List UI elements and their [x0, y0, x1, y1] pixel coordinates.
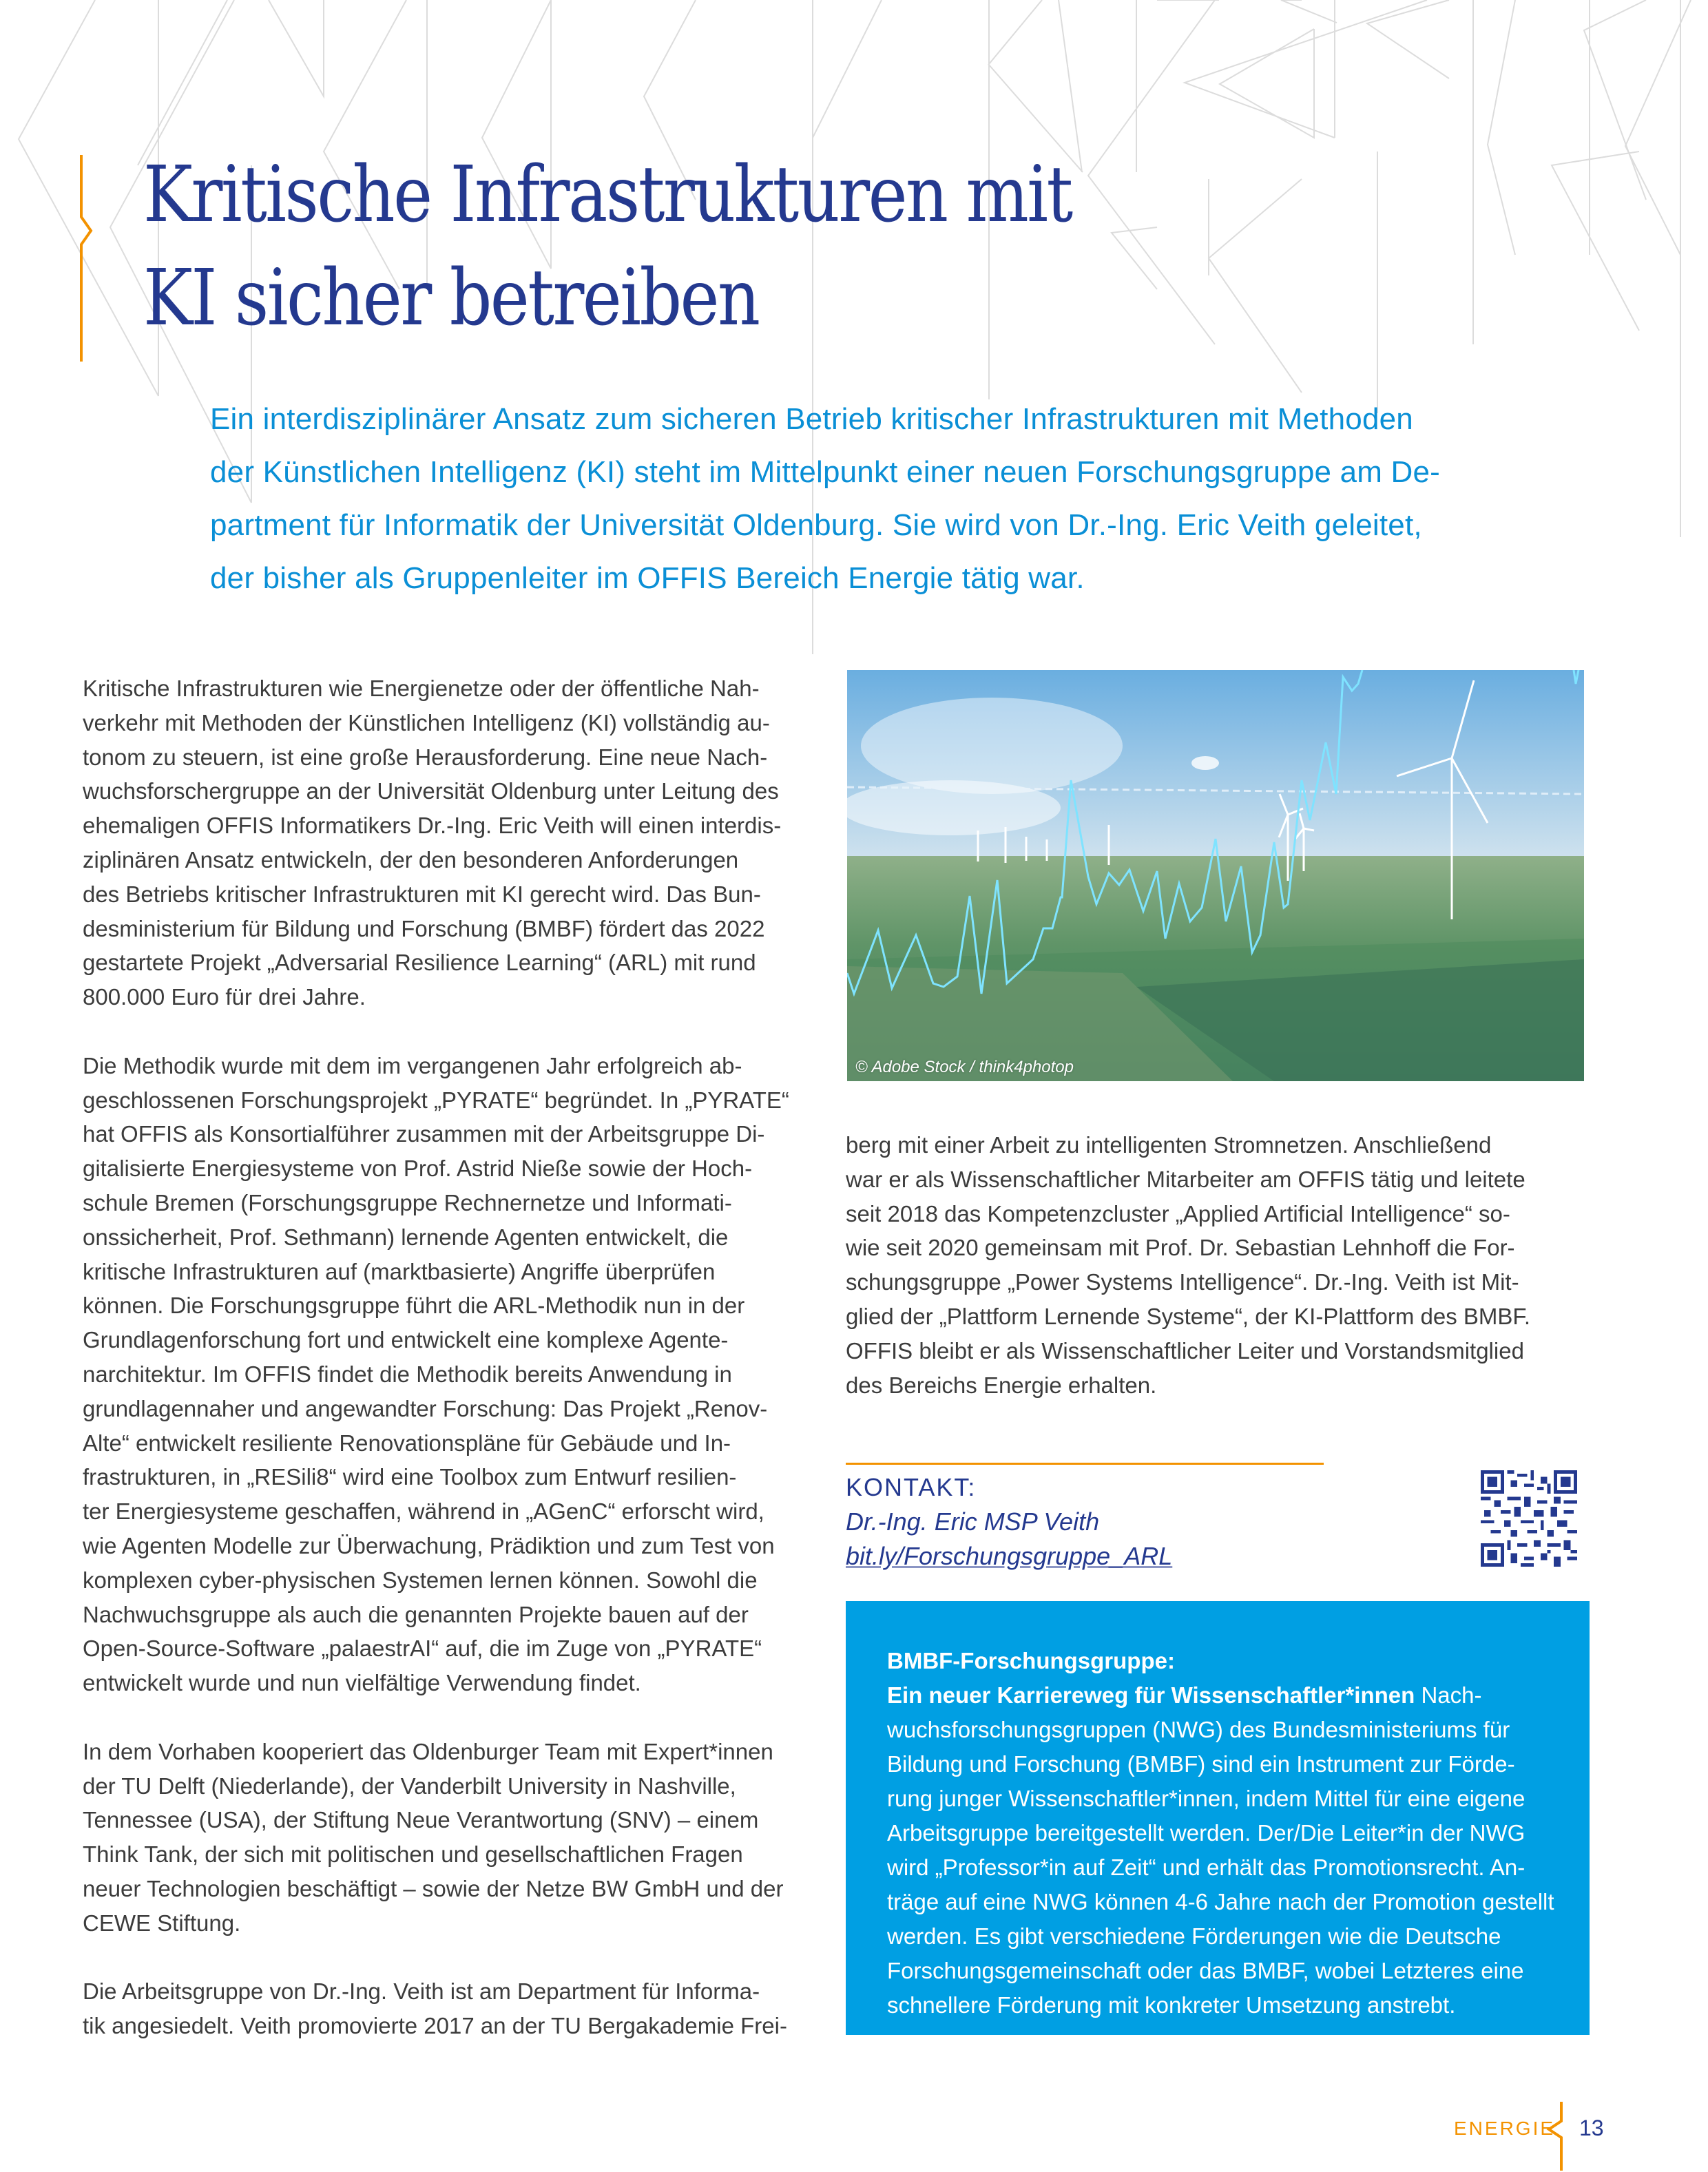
- body-paragraph-3: [83, 1735, 813, 1941]
- infobox-line: träge auf eine NWG können 4-6 Jahre nach der Promotion gestellt: [887, 1889, 1554, 1914]
- infobox-line: Forschungsgemeinschaft oder das BMBF, wobei Letzteres eine: [887, 1958, 1524, 1983]
- infobox-line: wuchsforschungsgruppen (NWG) des Bundesministeriums für: [887, 1717, 1510, 1742]
- body-line: berg mit einer Arbeit zu intelligenten Stromnetzen. Anschließend: [846, 1132, 1492, 1158]
- body-line: verkehr mit Methoden der Künstlichen Intelligenz (KI) vollständig au-: [83, 709, 770, 735]
- lead-line: partment für Informatik der Universität Oldenburg. Sie wird von Dr.-Ing. Eric Veith geleitet,: [210, 508, 1422, 542]
- infobox-line: rung junger Wissenschaftler*innen, indem Mittel für eine eigene: [887, 1786, 1525, 1811]
- body-line: der TU Delft (Niederlande), der Vanderbilt University in Nashville,: [83, 1773, 736, 1799]
- body-line: entwickelt wurde und nun vielfältige Verwendung findet.: [83, 1670, 641, 1696]
- footer-section-label: ENERGIE: [1454, 2118, 1556, 2139]
- infobox-subheading: Ein neuer Karriereweg für Wissenschaftler*innen: [887, 1682, 1415, 1708]
- body-line: Alte“ entwickelt resiliente Renovationspläne für Gebäude und In-: [83, 1430, 731, 1456]
- article-photo: [847, 670, 1584, 1081]
- body-line: schungsgruppe „Power Systems Intelligence“. Dr.-Ing. Veith ist Mit-: [846, 1269, 1519, 1295]
- footer-bracket-accent: [1546, 2102, 1567, 2171]
- body-line: narchitektur. Im OFFIS findet die Methodik bereits Anwendung in: [83, 1361, 732, 1387]
- body-paragraph-continued: [846, 1128, 1590, 1402]
- title-line-1: Kritische Infrastrukturen mit: [143, 150, 1072, 240]
- contact-link[interactable]: bit.ly/Forschungsgruppe_ARL: [846, 1542, 1173, 1570]
- page-number: 13: [1579, 2116, 1604, 2140]
- body-paragraph-4: [83, 1974, 813, 2043]
- body-paragraph-1: [83, 671, 813, 1014]
- body-line: Tennessee (USA), der Stiftung Neue Verantwortung (SNV) – einem: [83, 1807, 759, 1833]
- body-line: geschlossenen Forschungsprojekt „PYRATE“ begründet. In „PYRATE“: [83, 1087, 789, 1113]
- body-line: seit 2018 das Kompetenzcluster „Applied Artificial Intelligence“ so-: [846, 1200, 1510, 1226]
- infobox-text: Nach-: [1415, 1682, 1482, 1708]
- body-column-left: [83, 671, 813, 2078]
- body-line: 800.000 Euro für drei Jahre.: [83, 984, 366, 1010]
- body-line: neuer Technologien beschäftigt – sowie der Netze BW GmbH und der: [83, 1875, 784, 1901]
- body-column-right: [846, 1128, 1590, 1437]
- body-line: des Bereichs Energie erhalten.: [846, 1372, 1157, 1398]
- info-box-bmbf: [846, 1601, 1590, 2035]
- body-line: können. Die Forschungsgruppe führt die ARL-Methodik nun in der: [83, 1293, 745, 1319]
- contact-label: KONTAKT:: [846, 1473, 977, 1501]
- infobox-heading-line: [887, 1678, 1548, 1713]
- body-paragraph-2: [83, 1049, 813, 1700]
- body-line: tik angesiedelt. Veith promovierte 2017 an der TU Bergakademie Frei-: [83, 2013, 787, 2039]
- contact-divider: [846, 1463, 1324, 1465]
- body-line: ehemaligen OFFIS Informatikers Dr.-Ing. Eric Veith will einen interdis-: [83, 813, 782, 839]
- body-line: kritische Infrastrukturen auf (marktbasierte) Angriffe überprüfen: [83, 1258, 716, 1284]
- body-line: Die Arbeitsgruppe von Dr.-Ing. Veith ist am Department für Informa-: [83, 1978, 760, 2005]
- lead-line: der Künstlichen Intelligenz (KI) steht im Mittelpunkt einer neuen Forschungsgruppe am De-: [210, 455, 1441, 489]
- infobox-line: Arbeitsgruppe bereitgestellt werden. Der/Die Leiter*in der NWG: [887, 1820, 1525, 1846]
- body-line: schule Bremen (Forschungsgruppe Rechnernetze und Informati-: [83, 1189, 732, 1215]
- body-line: Nachwuchsgruppe als auch die genannten Projekte bauen auf der: [83, 1601, 749, 1627]
- body-line: komplexen cyber-physischen Systemen lernen können. Sowohl die: [83, 1567, 758, 1593]
- infobox-line: schnellere Förderung mit konkreter Umsetzung anstrebt.: [887, 1992, 1456, 2018]
- title-bracket-accent: [76, 155, 103, 362]
- body-line: ter Energiesysteme geschaffen, während in „AGenC“ erforscht wird,: [83, 1499, 764, 1525]
- body-line: wie Agenten Modelle zur Überwachung, Prädiktion und zum Test von: [83, 1532, 775, 1558]
- body-line: onssicherheit, Prof. Sethmann) lernende Agenten entwickelt, die: [83, 1224, 729, 1250]
- body-line: ziplinären Ansatz entwickeln, der den besonderen Anforderungen: [83, 846, 739, 873]
- title-line-2: KI sicher betreiben: [143, 253, 759, 343]
- contact-block: [846, 1470, 1172, 1574]
- body-line: gitalisierte Energiesysteme von Prof. Astrid Nieße sowie der Hoch-: [83, 1156, 753, 1182]
- wind-turbine-landscape-illustration: [847, 670, 1584, 1081]
- body-line: Die Methodik wurde mit dem im vergangenen Jahr erfolgreich ab-: [83, 1052, 742, 1078]
- body-line: Think Tank, der sich mit politischen und gesellschaftlichen Fragen: [83, 1841, 743, 1868]
- body-line: Open-Source-Software „palaestrAI“ auf, die im Zuge von „PYRATE“: [83, 1636, 762, 1662]
- infobox-line: wird „Professor*in auf Zeit“ und erhält das Promotionsrecht. An-: [887, 1855, 1525, 1880]
- qr-code-icon[interactable]: [1481, 1470, 1577, 1567]
- body-line: Kritische Infrastrukturen wie Energienetze oder der öffentliche Nah-: [83, 676, 760, 701]
- body-line: wuchsforschergruppe an der Universität Oldenburg unter Leitung des: [83, 778, 779, 804]
- body-line: In dem Vorhaben kooperiert das Oldenburger Team mit Expert*innen: [83, 1738, 773, 1764]
- photo-credit: © Adobe Stock / think4photop: [855, 1058, 1074, 1076]
- body-line: grundlagennaher und angewandter Forschung: Das Projekt „Renov-: [83, 1395, 768, 1421]
- body-line: des Betriebs kritischer Infrastrukturen mit KI gerecht wird. Das Bun-: [83, 881, 761, 907]
- contact-name: Dr.-Ing. Eric MSP Veith: [846, 1507, 1100, 1536]
- body-line: desministerium für Bildung und Forschung (BMBF) fördert das 2022: [83, 915, 765, 941]
- body-line: gestartete Projekt „Adversarial Resilience Learning“ (ARL) mit rund: [83, 950, 756, 976]
- infobox-heading: BMBF-Forschungsgruppe:: [887, 1648, 1175, 1673]
- body-line: wie seit 2020 gemeinsam mit Prof. Dr. Sebastian Lehnhoff die For-: [846, 1235, 1515, 1261]
- page-title: [143, 143, 1072, 350]
- infobox-line: Bildung und Forschung (BMBF) sind ein Instrument zur Förde-: [887, 1751, 1515, 1777]
- body-line: frastrukturen, in „RESili8“ wird eine Toolbox zum Entwurf resilien-: [83, 1464, 737, 1490]
- infobox-line: werden. Es gibt verschiedene Förderungen wie die Deutsche: [887, 1923, 1501, 1949]
- lead-paragraph: [210, 393, 1587, 605]
- body-line: war er als Wissenschaftlicher Mitarbeiter am OFFIS tätig und leitete: [846, 1166, 1525, 1192]
- body-line: tonom zu steuern, ist eine große Herausforderung. Eine neue Nach-: [83, 744, 768, 770]
- body-line: Grundlagenforschung fort und entwickelt eine komplexe Agente-: [83, 1327, 729, 1353]
- body-line: glied der „Plattform Lernende Systeme“, der KI-Plattform des BMBF.: [846, 1303, 1531, 1329]
- lead-line: Ein interdisziplinärer Ansatz zum sicheren Betrieb kritischer Infrastrukturen mit Methoden: [210, 402, 1413, 436]
- body-line: CEWE Stiftung.: [83, 1910, 241, 1936]
- body-line: hat OFFIS als Konsortialführer zusammen mit der Arbeitsgruppe Di-: [83, 1121, 765, 1147]
- body-line: OFFIS bleibt er als Wissenschaftlicher Leiter und Vorstandsmitglied: [846, 1337, 1524, 1364]
- lead-line: der bisher als Gruppenleiter im OFFIS Bereich Energie tätig war.: [210, 561, 1085, 595]
